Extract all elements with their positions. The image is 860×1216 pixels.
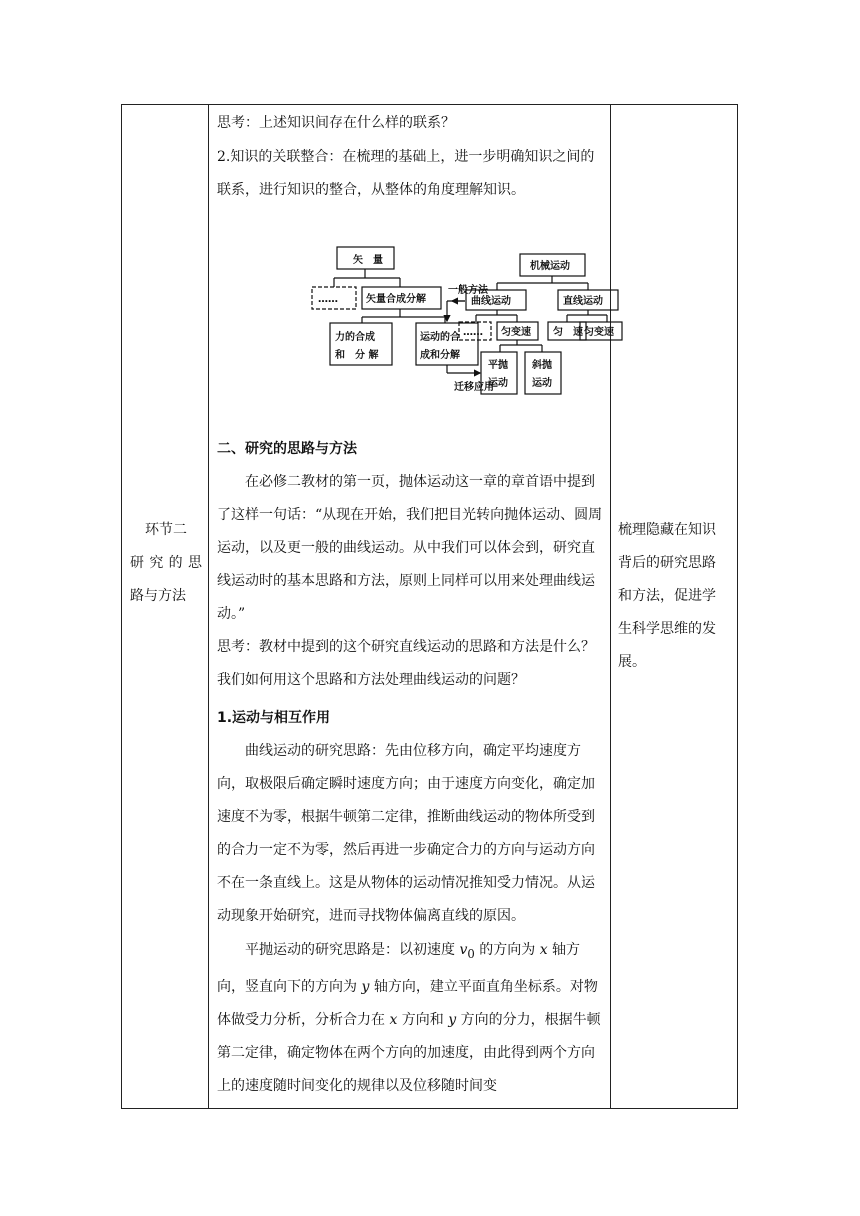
label-dots-left: …… (318, 294, 338, 305)
column-divider (208, 105, 209, 1108)
stage-column (122, 105, 208, 1108)
lesson-table (121, 104, 738, 1109)
section-heading: 二、研究的思路与方法 (217, 441, 357, 457)
integration-paragraph: 2.知识的关联整合：在梳理的基础上，进一步明确知识之间的联系，进行知识的整合，从整体的角度理解知识。 (217, 149, 595, 198)
label-general-method: 一般方法 (448, 285, 488, 296)
label-force-comp-2: 和 分 解 (335, 350, 379, 361)
curve-research-paragraph: 曲线运动的研究思路：先由位移方向，确定平均速度方向，取极限后确定瞬时速度方向；由于速度方向变化，确定加速度不为零，根据牛顿第二定律，推断曲线运动的物体所受到的合力一定不为零，然后再进一步确定合力的方向与运动方向不在一条直线上。这是从物体的运动情况推知受力情况。从运动现象开始研究，进而寻找物体偏离直线的原因。 (217, 743, 595, 924)
label-force-comp-1: 力的合成 (335, 332, 375, 343)
label-dots-right: …… (463, 327, 483, 338)
label-curve-motion: 曲线运动 (471, 296, 511, 307)
label-vector: 矢 量 (353, 255, 383, 266)
projectile-paragraph (217, 934, 603, 1103)
label-oblique-1: 斜抛 (532, 360, 552, 371)
label-uniform-var2: 匀变速 (584, 327, 614, 338)
knowledge-map-svg (312, 245, 614, 405)
symbol-x: x (389, 1011, 398, 1028)
label-transfer-apply: 迁移应用 (454, 382, 494, 393)
text-run: 轴方向，竖直向下的方向为 (217, 942, 581, 995)
stage-title-line: 路与方法 (130, 588, 186, 604)
label-uniform-var: 匀变速 (501, 327, 531, 338)
label-vector-comp: 矢量合成分解 (366, 294, 426, 305)
text-run: 的方向为 (474, 942, 540, 958)
intent-column (610, 105, 737, 1108)
text-run: 轴方向，建立平面直角坐标系。对物体做受力分析，分析合力在 (217, 978, 598, 1028)
stage-title-line: 研究的思 (130, 555, 202, 571)
text-run: 方向的分力，根据牛顿第二定律，确定物体在两个方向的加速度，由此得到两个方向上的速度随时间变化的规律以及位移随时间变 (217, 1011, 601, 1094)
design-intent: 梳理隐藏在知识背后的研究思路和方法，促进学生科学思维的发展。 (618, 522, 716, 670)
think-question-2: 思考：教材中提到的这个研究直线运动的思路和方法是什么？我们如何用这个思路和方法处理曲线运动的问题？ (217, 639, 595, 688)
knowledge-map-diagram (312, 245, 614, 405)
subsection-heading: 1.运动与相互作用 (217, 710, 331, 726)
symbol-y: y (361, 978, 370, 995)
textbook-quote: 在必修二教材的第一页，抛体运动这一章的章首语中提到了这样一句话：“从现在开始，我们把目光转向抛体运动、圆周运动，以及更一般的曲线运动。从中我们可以体会到，研究直线运动时的基本思路和方法，原则上同样可以用来处理曲线运动。” (217, 474, 603, 622)
label-motion-comp-1: 运动的合 (420, 332, 460, 343)
think-question: 思考：上述知识间存在什么样的联系？ (217, 115, 455, 131)
stage-name: 环节二 (145, 522, 187, 538)
text-run: 平抛运动的研究思路是：以初速度 (245, 942, 460, 958)
label-straight-motion: 直线运动 (563, 296, 603, 307)
label-mech-motion: 机械运动 (530, 261, 570, 272)
label-motion-comp-2: 成和分解 (420, 350, 460, 361)
text-run: 方向和 (397, 1011, 449, 1028)
label-flat-2: 运动 (488, 378, 508, 389)
stage-label (130, 514, 202, 613)
symbol-x: x (539, 942, 548, 958)
symbol-v0-subscript: 0 (467, 946, 475, 961)
label-uniform-speed: 匀 速 (553, 327, 583, 338)
symbol-v0: v (459, 942, 468, 958)
label-oblique-2: 运动 (532, 378, 552, 389)
label-flat-1: 平抛 (488, 360, 508, 371)
symbol-y: y (448, 1011, 457, 1028)
